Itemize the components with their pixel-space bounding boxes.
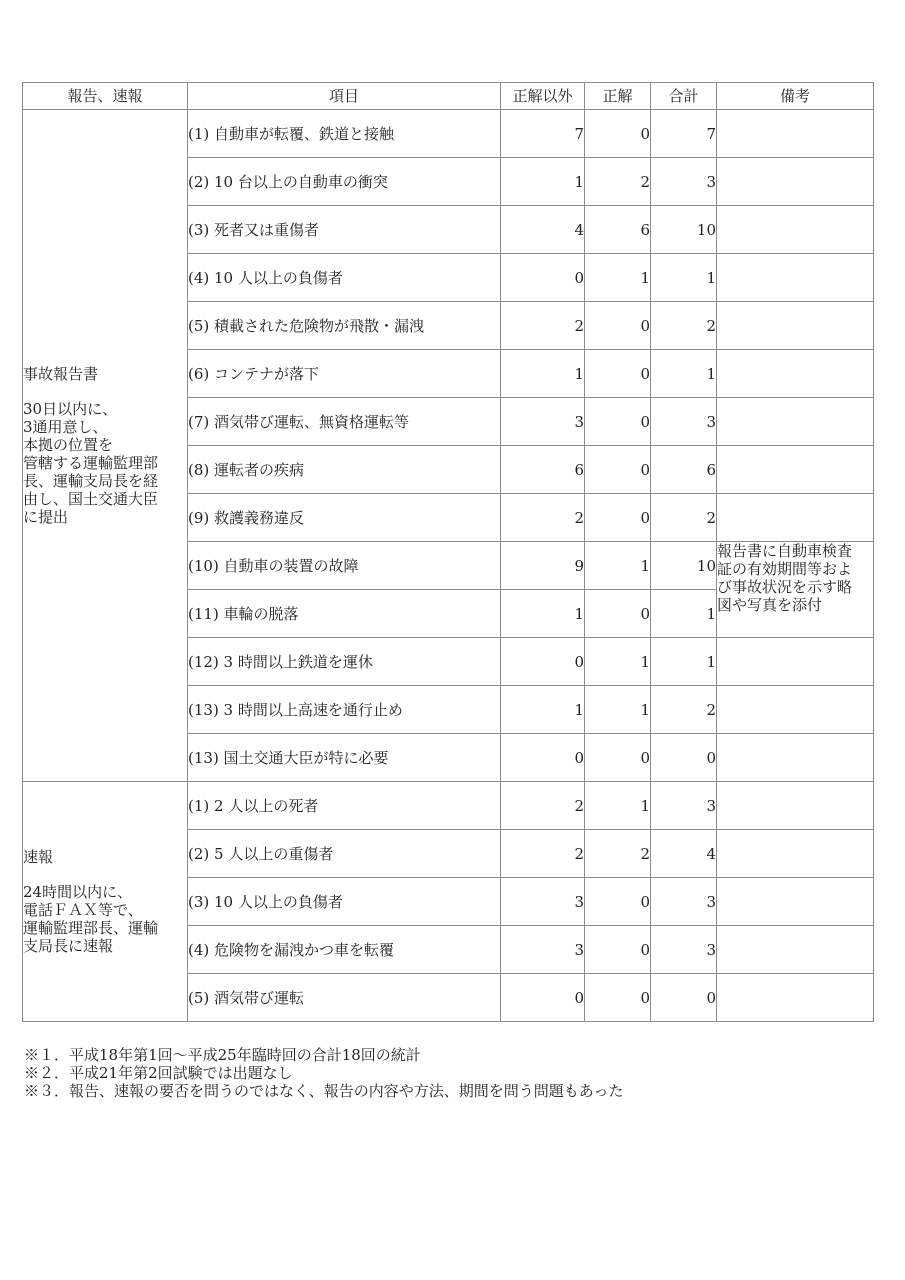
category-desc-line: 運輸監理部長、運輸: [23, 919, 159, 937]
correct-count: 2: [585, 830, 651, 878]
incorrect-count: 0: [501, 734, 585, 782]
correct-count: 1: [585, 254, 651, 302]
correct-count: 1: [585, 542, 651, 590]
remark-line: 報告書に自動車検査: [717, 542, 853, 560]
header-incorrect: 正解以外: [501, 83, 585, 110]
total-count: 2: [651, 494, 717, 542]
total-count: 3: [651, 782, 717, 830]
item-cell: (13) 国土交通大臣が特に必要: [188, 734, 501, 782]
accident-report-category: [23, 110, 188, 782]
incorrect-count: 9: [501, 542, 585, 590]
total-count: 2: [651, 302, 717, 350]
total-count: 7: [651, 110, 717, 158]
incorrect-count: 6: [501, 446, 585, 494]
incorrect-count: 2: [501, 302, 585, 350]
total-count: 0: [651, 734, 717, 782]
item-cell: (13) 3 時間以上高速を通行止め: [188, 686, 501, 734]
footnote: ※３．報告、速報の要否を問うのではなく、報告の内容や方法、期間を問う問題もあった: [24, 1082, 624, 1100]
incorrect-count: 1: [501, 158, 585, 206]
remark-cell: [717, 878, 874, 926]
table-row: [23, 110, 874, 158]
header-category: 報告、速報: [23, 83, 188, 110]
item-cell: (7) 酒気帯び運転、無資格運転等: [188, 398, 501, 446]
remark-cell: [717, 446, 874, 494]
incorrect-count: 7: [501, 110, 585, 158]
total-count: 10: [651, 206, 717, 254]
total-count: 6: [651, 446, 717, 494]
correct-count: 0: [585, 398, 651, 446]
category-desc-line: 長、運輸支局長を経: [23, 472, 159, 490]
correct-count: 0: [585, 494, 651, 542]
total-count: 1: [651, 350, 717, 398]
item-cell: (2) 10 台以上の自動車の衝突: [188, 158, 501, 206]
header-correct: 正解: [585, 83, 651, 110]
item-cell: (8) 運転者の疾病: [188, 446, 501, 494]
correct-count: 0: [585, 110, 651, 158]
incorrect-count: 3: [501, 926, 585, 974]
item-cell: (12) 3 時間以上鉄道を運休: [188, 638, 501, 686]
correct-count: 1: [585, 686, 651, 734]
item-cell: (1) 2 人以上の死者: [188, 782, 501, 830]
remark-cell: [717, 830, 874, 878]
incorrect-count: 0: [501, 254, 585, 302]
category-desc-line: 24時間以内に、: [23, 883, 133, 901]
incorrect-count: 1: [501, 686, 585, 734]
category-desc-line: 電話ＦＡＸ等で、: [23, 901, 143, 919]
category-desc-line: 本拠の位置を: [23, 436, 114, 454]
total-count: 3: [651, 158, 717, 206]
item-cell: (6) コンテナが落下: [188, 350, 501, 398]
total-count: 10: [651, 542, 717, 590]
item-cell: (11) 車輪の脱落: [188, 590, 501, 638]
incorrect-count: 3: [501, 878, 585, 926]
footnote: ※２．平成21年第2回試験では出題なし: [24, 1064, 293, 1082]
correct-count: 0: [585, 734, 651, 782]
total-count: 1: [651, 590, 717, 638]
item-cell: (4) 危険物を漏洩かつ車を転覆: [188, 926, 501, 974]
remark-line: 証の有効期間等およ: [717, 560, 853, 578]
footnote: ※１．平成18年第1回～平成25年臨時回の合計18回の統計: [24, 1046, 421, 1064]
total-count: 2: [651, 686, 717, 734]
correct-count: 0: [585, 302, 651, 350]
flash-report-category: [23, 782, 188, 1022]
correct-count: 0: [585, 974, 651, 1022]
category-desc-line: 由し、国土交通大臣: [23, 490, 159, 508]
header-item: 項目: [188, 83, 501, 110]
correct-count: 6: [585, 206, 651, 254]
remark-cell: [717, 926, 874, 974]
item-cell: (3) 死者又は重傷者: [188, 206, 501, 254]
incorrect-count: 2: [501, 830, 585, 878]
remark-cell: [717, 542, 874, 638]
remark-cell: [717, 638, 874, 686]
remark-cell: [717, 158, 874, 206]
item-cell: (1) 自動車が転覆、鉄道と接触: [188, 110, 501, 158]
remark-cell: [717, 302, 874, 350]
item-cell: (5) 積載された危険物が飛散・漏洩: [188, 302, 501, 350]
item-cell: (3) 10 人以上の負傷者: [188, 878, 501, 926]
incorrect-count: 1: [501, 350, 585, 398]
remark-cell: [717, 254, 874, 302]
remark-line: び事故状況を示す略: [717, 578, 853, 596]
incorrect-count: 3: [501, 398, 585, 446]
footnotes: [24, 1046, 624, 1100]
correct-count: 0: [585, 878, 651, 926]
correct-count: 1: [585, 638, 651, 686]
correct-count: 0: [585, 446, 651, 494]
item-cell: (5) 酒気帯び運転: [188, 974, 501, 1022]
total-count: 3: [651, 398, 717, 446]
incorrect-count: 2: [501, 494, 585, 542]
remark-cell: [717, 494, 874, 542]
statistics-table: [22, 82, 874, 1022]
total-count: 0: [651, 974, 717, 1022]
category-desc-line: 30日以内に、: [23, 400, 118, 418]
flash-report-title: 速報: [23, 848, 54, 866]
table-row: [23, 782, 874, 830]
incorrect-count: 0: [501, 974, 585, 1022]
item-cell: (9) 救護義務違反: [188, 494, 501, 542]
remark-cell: [717, 206, 874, 254]
remark-cell: [717, 110, 874, 158]
remark-cell: [717, 782, 874, 830]
item-cell: (4) 10 人以上の負傷者: [188, 254, 501, 302]
incorrect-count: 2: [501, 782, 585, 830]
remark-cell: [717, 686, 874, 734]
incorrect-count: 1: [501, 590, 585, 638]
correct-count: 0: [585, 590, 651, 638]
total-count: 1: [651, 254, 717, 302]
correct-count: 2: [585, 158, 651, 206]
remark-cell: [717, 974, 874, 1022]
category-desc-line: に提出: [23, 508, 69, 526]
header-row: [23, 83, 874, 110]
accident-report-title: 事故報告書: [23, 365, 99, 383]
remark-cell: [717, 350, 874, 398]
item-cell: (10) 自動車の装置の故障: [188, 542, 501, 590]
total-count: 4: [651, 830, 717, 878]
item-cell: (2) 5 人以上の重傷者: [188, 830, 501, 878]
remark-cell: [717, 734, 874, 782]
correct-count: 1: [585, 782, 651, 830]
remark-line: 図や写真を添付: [717, 596, 823, 614]
correct-count: 0: [585, 926, 651, 974]
header-total: 合計: [651, 83, 717, 110]
category-desc-line: 管轄する運輸監理部: [23, 454, 159, 472]
incorrect-count: 4: [501, 206, 585, 254]
category-desc-line: 支局長に速報: [23, 937, 114, 955]
correct-count: 0: [585, 350, 651, 398]
category-desc-line: 3通用意し、: [23, 418, 108, 436]
incorrect-count: 0: [501, 638, 585, 686]
total-count: 3: [651, 878, 717, 926]
remark-cell: [717, 398, 874, 446]
header-remarks: 備考: [717, 83, 874, 110]
total-count: 3: [651, 926, 717, 974]
total-count: 1: [651, 638, 717, 686]
